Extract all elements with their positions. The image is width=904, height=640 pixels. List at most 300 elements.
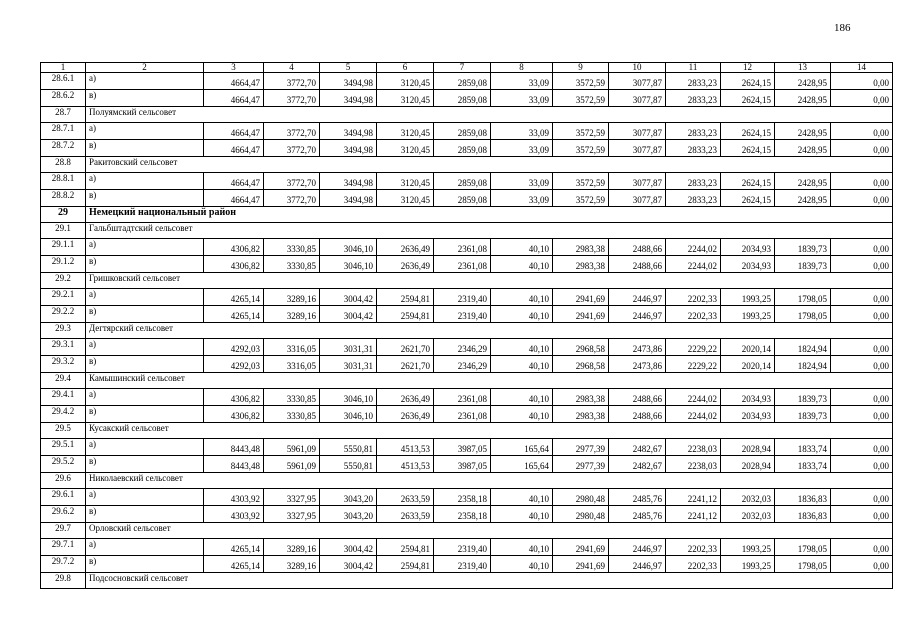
- value-cell: 5550,81: [320, 456, 377, 473]
- row-code: 29.4.2: [41, 406, 86, 423]
- value-cell: 2624,15: [721, 90, 775, 107]
- value-cell: 4292,03: [204, 356, 264, 373]
- section-title: Кусакский сельсовет: [86, 423, 893, 439]
- value-cell: 0,00: [831, 289, 893, 306]
- value-cell: 0,00: [831, 389, 893, 406]
- value-cell: 2636,49: [377, 389, 434, 406]
- value-cell: 2241,12: [666, 489, 721, 506]
- value-cell: 4513,53: [377, 456, 434, 473]
- column-number-header: 4: [264, 63, 320, 73]
- section-title: Ракитовский сельсовет: [86, 157, 893, 173]
- value-cell: 2446,97: [609, 289, 666, 306]
- row-code: 28.8.2: [41, 190, 86, 207]
- value-cell: 2636,49: [377, 256, 434, 273]
- value-cell: 3289,16: [264, 539, 320, 556]
- value-cell: 2859,08: [434, 173, 491, 190]
- value-cell: 3077,87: [609, 123, 666, 140]
- section-row: [41, 273, 893, 289]
- value-cell: 2488,66: [609, 256, 666, 273]
- page-number: 186: [834, 22, 851, 34]
- value-cell: 2485,76: [609, 506, 666, 523]
- value-cell: 3120,45: [377, 123, 434, 140]
- section-title: Дегтярский сельсовет: [86, 323, 893, 339]
- table-row: [41, 289, 893, 306]
- value-cell: 2941,69: [553, 289, 609, 306]
- value-cell: 3289,16: [264, 556, 320, 573]
- value-cell: 3772,70: [264, 140, 320, 157]
- value-cell: 3494,98: [320, 190, 377, 207]
- value-cell: 1833,74: [775, 456, 831, 473]
- value-cell: 2941,69: [553, 539, 609, 556]
- value-cell: 3077,87: [609, 73, 666, 90]
- value-cell: 5550,81: [320, 439, 377, 456]
- row-code: 28.6.2: [41, 90, 86, 107]
- value-cell: 2428,95: [775, 140, 831, 157]
- district-row: [41, 207, 893, 223]
- value-cell: 2941,69: [553, 556, 609, 573]
- value-cell: 40,10: [491, 539, 553, 556]
- value-cell: 2034,93: [721, 256, 775, 273]
- table-row: [41, 190, 893, 207]
- value-cell: 3572,59: [553, 140, 609, 157]
- row-code: 29.2.2: [41, 306, 86, 323]
- value-cell: 2346,29: [434, 339, 491, 356]
- value-cell: 2624,15: [721, 190, 775, 207]
- section-code: 29.1: [41, 223, 86, 239]
- column-number-header: 13: [775, 63, 831, 73]
- value-cell: 2446,97: [609, 306, 666, 323]
- value-cell: 2980,48: [553, 489, 609, 506]
- value-cell: 2428,95: [775, 90, 831, 107]
- value-cell: 4265,14: [204, 306, 264, 323]
- value-cell: 2238,03: [666, 439, 721, 456]
- value-cell: 2032,03: [721, 506, 775, 523]
- value-cell: 1993,25: [721, 306, 775, 323]
- value-cell: 2983,38: [553, 406, 609, 423]
- value-cell: 0,00: [831, 406, 893, 423]
- section-code: 29.2: [41, 273, 86, 289]
- value-cell: 0,00: [831, 90, 893, 107]
- value-cell: 2428,95: [775, 173, 831, 190]
- row-label: в): [86, 140, 204, 157]
- section-row: [41, 223, 893, 239]
- value-cell: 40,10: [491, 239, 553, 256]
- value-cell: 0,00: [831, 256, 893, 273]
- value-cell: 0,00: [831, 339, 893, 356]
- column-number-header: 2: [86, 63, 204, 73]
- value-cell: 3330,85: [264, 389, 320, 406]
- row-code: 29.4.1: [41, 389, 86, 406]
- value-cell: 2319,40: [434, 539, 491, 556]
- value-cell: 2833,23: [666, 173, 721, 190]
- value-cell: 2473,86: [609, 339, 666, 356]
- row-code: 29.5.1: [41, 439, 86, 456]
- table-row: [41, 356, 893, 373]
- section-code: 29: [41, 207, 86, 223]
- section-title: Орловский сельсовет: [86, 523, 893, 539]
- value-cell: 3987,05: [434, 439, 491, 456]
- value-cell: 3046,10: [320, 406, 377, 423]
- value-cell: 2941,69: [553, 306, 609, 323]
- value-cell: 1798,05: [775, 556, 831, 573]
- value-cell: 33,09: [491, 90, 553, 107]
- value-cell: 2980,48: [553, 506, 609, 523]
- value-cell: 2244,02: [666, 389, 721, 406]
- value-cell: 40,10: [491, 289, 553, 306]
- value-cell: 2983,38: [553, 239, 609, 256]
- table-row: [41, 439, 893, 456]
- value-cell: 8443,48: [204, 456, 264, 473]
- section-code: 29.5: [41, 423, 86, 439]
- value-cell: 2229,22: [666, 356, 721, 373]
- value-cell: 40,10: [491, 306, 553, 323]
- value-cell: 4664,47: [204, 190, 264, 207]
- section-code: 29.4: [41, 373, 86, 389]
- section-title: Гальбштадтский сельсовет: [86, 223, 893, 239]
- table-row: [41, 173, 893, 190]
- value-cell: 2244,02: [666, 406, 721, 423]
- value-cell: 0,00: [831, 439, 893, 456]
- section-code: 28.7: [41, 107, 86, 123]
- value-cell: 2859,08: [434, 73, 491, 90]
- value-cell: 2319,40: [434, 556, 491, 573]
- value-cell: 2244,02: [666, 256, 721, 273]
- value-cell: 2594,81: [377, 306, 434, 323]
- value-cell: 0,00: [831, 456, 893, 473]
- row-code: 28.6.1: [41, 73, 86, 90]
- value-cell: 8443,48: [204, 439, 264, 456]
- value-cell: 3494,98: [320, 90, 377, 107]
- value-cell: 3004,42: [320, 539, 377, 556]
- value-cell: 5961,09: [264, 439, 320, 456]
- value-cell: 40,10: [491, 339, 553, 356]
- table-row: [41, 73, 893, 90]
- value-cell: 2244,02: [666, 239, 721, 256]
- value-cell: 5961,09: [264, 456, 320, 473]
- row-code: 29.1.1: [41, 239, 86, 256]
- value-cell: 4292,03: [204, 339, 264, 356]
- value-cell: 2859,08: [434, 140, 491, 157]
- value-cell: 2859,08: [434, 123, 491, 140]
- section-code: 29.6: [41, 473, 86, 489]
- value-cell: 3572,59: [553, 190, 609, 207]
- value-cell: 4664,47: [204, 173, 264, 190]
- value-cell: 40,10: [491, 389, 553, 406]
- table-row: [41, 306, 893, 323]
- value-cell: 40,10: [491, 256, 553, 273]
- value-cell: 1839,73: [775, 239, 831, 256]
- table-row: [41, 256, 893, 273]
- section-row: [41, 423, 893, 439]
- value-cell: 1993,25: [721, 556, 775, 573]
- value-cell: 3046,10: [320, 256, 377, 273]
- value-cell: 1824,94: [775, 356, 831, 373]
- value-cell: 3120,45: [377, 90, 434, 107]
- row-label: а): [86, 239, 204, 256]
- value-cell: 2968,58: [553, 356, 609, 373]
- value-cell: 3004,42: [320, 556, 377, 573]
- value-cell: 0,00: [831, 356, 893, 373]
- value-cell: 2624,15: [721, 73, 775, 90]
- value-cell: 2346,29: [434, 356, 491, 373]
- value-cell: 4303,92: [204, 506, 264, 523]
- column-number-header: 11: [666, 63, 721, 73]
- value-cell: 0,00: [831, 140, 893, 157]
- section-row: [41, 323, 893, 339]
- value-cell: 4306,82: [204, 389, 264, 406]
- value-cell: 3120,45: [377, 173, 434, 190]
- value-cell: 0,00: [831, 506, 893, 523]
- value-cell: 2229,22: [666, 339, 721, 356]
- tariff-table: [40, 62, 893, 589]
- value-cell: 2594,81: [377, 556, 434, 573]
- row-label: а): [86, 539, 204, 556]
- table-row: [41, 339, 893, 356]
- table-row: [41, 556, 893, 573]
- value-cell: 2020,14: [721, 339, 775, 356]
- row-label: в): [86, 356, 204, 373]
- row-label: в): [86, 556, 204, 573]
- value-cell: 3327,95: [264, 506, 320, 523]
- row-code: 29.3.1: [41, 339, 86, 356]
- section-code: 29.7: [41, 523, 86, 539]
- value-cell: 2034,93: [721, 239, 775, 256]
- value-cell: 4306,82: [204, 256, 264, 273]
- section-title: Николаевский сельсовет: [86, 473, 893, 489]
- value-cell: 2859,08: [434, 190, 491, 207]
- value-cell: 4664,47: [204, 73, 264, 90]
- value-cell: 2621,70: [377, 339, 434, 356]
- value-cell: 2202,33: [666, 556, 721, 573]
- value-cell: 2361,08: [434, 239, 491, 256]
- column-number-header: 9: [553, 63, 609, 73]
- value-cell: 3043,20: [320, 506, 377, 523]
- value-cell: 2833,23: [666, 190, 721, 207]
- value-cell: 2238,03: [666, 456, 721, 473]
- row-label: а): [86, 389, 204, 406]
- section-code: 29.8: [41, 573, 86, 589]
- value-cell: 2446,97: [609, 539, 666, 556]
- value-cell: 2636,49: [377, 239, 434, 256]
- value-cell: 3043,20: [320, 489, 377, 506]
- value-cell: 2361,08: [434, 256, 491, 273]
- column-number-header: 1: [41, 63, 86, 73]
- value-cell: 3772,70: [264, 173, 320, 190]
- row-label: в): [86, 90, 204, 107]
- value-cell: 3077,87: [609, 173, 666, 190]
- value-cell: 2833,23: [666, 73, 721, 90]
- value-cell: 2428,95: [775, 190, 831, 207]
- value-cell: 2428,95: [775, 73, 831, 90]
- value-cell: 3494,98: [320, 123, 377, 140]
- value-cell: 4303,92: [204, 489, 264, 506]
- row-label: в): [86, 306, 204, 323]
- value-cell: 2488,66: [609, 239, 666, 256]
- value-cell: 0,00: [831, 239, 893, 256]
- value-cell: 2977,39: [553, 456, 609, 473]
- value-cell: 2482,67: [609, 456, 666, 473]
- value-cell: 3572,59: [553, 173, 609, 190]
- value-cell: 33,09: [491, 173, 553, 190]
- value-cell: 3494,98: [320, 73, 377, 90]
- column-number-header: 5: [320, 63, 377, 73]
- value-cell: 2983,38: [553, 389, 609, 406]
- value-cell: 3330,85: [264, 256, 320, 273]
- value-cell: 2859,08: [434, 90, 491, 107]
- row-label: в): [86, 456, 204, 473]
- value-cell: 3077,87: [609, 190, 666, 207]
- value-cell: 3031,31: [320, 356, 377, 373]
- value-cell: 2485,76: [609, 489, 666, 506]
- section-title: Полуямский сельсовет: [86, 107, 893, 123]
- value-cell: 2202,33: [666, 539, 721, 556]
- section-title: Гришковский сельсовет: [86, 273, 893, 289]
- value-cell: 40,10: [491, 556, 553, 573]
- value-cell: 1839,73: [775, 406, 831, 423]
- value-cell: 3772,70: [264, 123, 320, 140]
- column-number-header: 7: [434, 63, 491, 73]
- value-cell: 2358,18: [434, 506, 491, 523]
- value-cell: 2488,66: [609, 389, 666, 406]
- row-code: 29.1.2: [41, 256, 86, 273]
- table-row: [41, 123, 893, 140]
- table-row: [41, 489, 893, 506]
- value-cell: 4306,82: [204, 239, 264, 256]
- value-cell: 2833,23: [666, 123, 721, 140]
- value-cell: 33,09: [491, 73, 553, 90]
- value-cell: 4265,14: [204, 556, 264, 573]
- value-cell: 2241,12: [666, 506, 721, 523]
- value-cell: 2032,03: [721, 489, 775, 506]
- value-cell: 3289,16: [264, 306, 320, 323]
- value-cell: 2034,93: [721, 406, 775, 423]
- value-cell: 3494,98: [320, 173, 377, 190]
- value-cell: 3572,59: [553, 123, 609, 140]
- value-cell: 4664,47: [204, 140, 264, 157]
- table-body: [41, 63, 893, 589]
- value-cell: 2624,15: [721, 123, 775, 140]
- value-cell: 2028,94: [721, 439, 775, 456]
- value-cell: 33,09: [491, 123, 553, 140]
- value-cell: 40,10: [491, 489, 553, 506]
- row-label: а): [86, 489, 204, 506]
- row-code: 28.7.2: [41, 140, 86, 157]
- value-cell: 2482,67: [609, 439, 666, 456]
- value-cell: 2624,15: [721, 173, 775, 190]
- row-label: в): [86, 406, 204, 423]
- value-cell: 3120,45: [377, 140, 434, 157]
- section-title: Камышинский сельсовет: [86, 373, 893, 389]
- value-cell: 2488,66: [609, 406, 666, 423]
- column-number-header: 12: [721, 63, 775, 73]
- section-code: 28.8: [41, 157, 86, 173]
- section-row: [41, 107, 893, 123]
- value-cell: 3077,87: [609, 140, 666, 157]
- value-cell: 4265,14: [204, 289, 264, 306]
- table-row: [41, 90, 893, 107]
- row-label: а): [86, 73, 204, 90]
- value-cell: 0,00: [831, 306, 893, 323]
- district-title: Немецкий национальный район: [86, 207, 893, 223]
- section-row: [41, 523, 893, 539]
- value-cell: 2833,23: [666, 90, 721, 107]
- row-code: 28.7.1: [41, 123, 86, 140]
- value-cell: 2446,97: [609, 556, 666, 573]
- section-row: [41, 473, 893, 489]
- value-cell: 33,09: [491, 190, 553, 207]
- column-number-header: 14: [831, 63, 893, 73]
- value-cell: 3772,70: [264, 190, 320, 207]
- row-code: 29.5.2: [41, 456, 86, 473]
- column-number-header: 3: [204, 63, 264, 73]
- row-label: а): [86, 123, 204, 140]
- value-cell: 165,64: [491, 456, 553, 473]
- value-cell: 165,64: [491, 439, 553, 456]
- value-cell: 1836,83: [775, 506, 831, 523]
- value-cell: 3289,16: [264, 289, 320, 306]
- value-cell: 0,00: [831, 539, 893, 556]
- value-cell: 2361,08: [434, 406, 491, 423]
- value-cell: 3572,59: [553, 73, 609, 90]
- table-row: [41, 389, 893, 406]
- table-row: [41, 239, 893, 256]
- row-code: 29.3.2: [41, 356, 86, 373]
- value-cell: 0,00: [831, 489, 893, 506]
- value-cell: 3004,42: [320, 306, 377, 323]
- row-code: 28.8.1: [41, 173, 86, 190]
- value-cell: 0,00: [831, 556, 893, 573]
- value-cell: 0,00: [831, 190, 893, 207]
- value-cell: 3772,70: [264, 73, 320, 90]
- value-cell: 2358,18: [434, 489, 491, 506]
- value-cell: 4265,14: [204, 539, 264, 556]
- row-label: а): [86, 289, 204, 306]
- value-cell: 1833,74: [775, 439, 831, 456]
- value-cell: 0,00: [831, 173, 893, 190]
- value-cell: 2473,86: [609, 356, 666, 373]
- value-cell: 3330,85: [264, 406, 320, 423]
- column-number-header: 10: [609, 63, 666, 73]
- value-cell: 2624,15: [721, 140, 775, 157]
- row-code: 29.6.1: [41, 489, 86, 506]
- value-cell: 40,10: [491, 406, 553, 423]
- value-cell: 1798,05: [775, 539, 831, 556]
- value-cell: 2428,95: [775, 123, 831, 140]
- value-cell: 3046,10: [320, 239, 377, 256]
- section-title: Подсосновский сельсовет: [86, 573, 893, 589]
- value-cell: 3004,42: [320, 289, 377, 306]
- value-cell: 0,00: [831, 73, 893, 90]
- value-cell: 4513,53: [377, 439, 434, 456]
- row-code: 29.7.1: [41, 539, 86, 556]
- value-cell: 3120,45: [377, 73, 434, 90]
- value-cell: 4664,47: [204, 123, 264, 140]
- value-cell: 3772,70: [264, 90, 320, 107]
- column-number-header: 6: [377, 63, 434, 73]
- value-cell: 2621,70: [377, 356, 434, 373]
- value-cell: 3316,05: [264, 356, 320, 373]
- value-cell: 3120,45: [377, 190, 434, 207]
- table-row: [41, 456, 893, 473]
- row-code: 29.6.2: [41, 506, 86, 523]
- value-cell: 1836,83: [775, 489, 831, 506]
- value-cell: 4664,47: [204, 90, 264, 107]
- value-cell: 1798,05: [775, 306, 831, 323]
- value-cell: 2034,93: [721, 389, 775, 406]
- value-cell: 2833,23: [666, 140, 721, 157]
- section-code: 29.3: [41, 323, 86, 339]
- row-label: в): [86, 506, 204, 523]
